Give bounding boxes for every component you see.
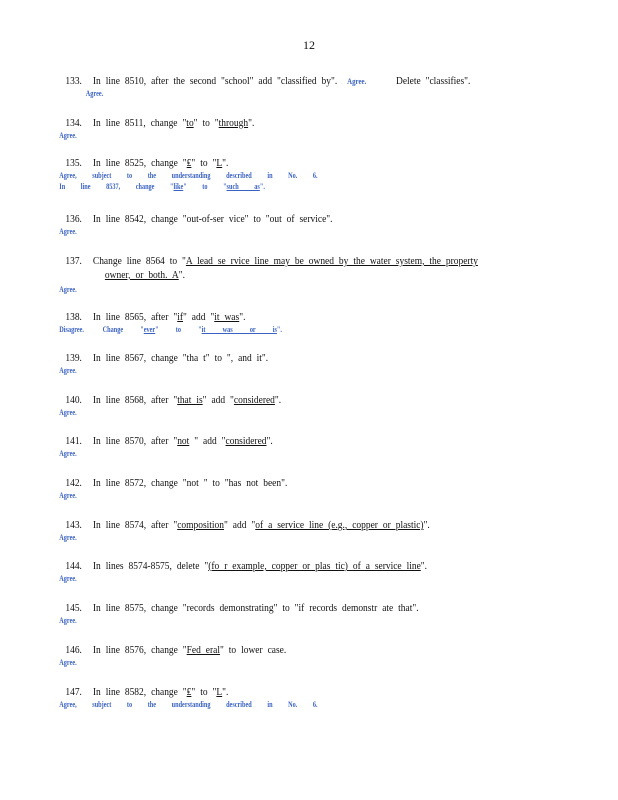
- entry-text-part: ".: [178, 269, 185, 281]
- entry-text: [93, 518, 430, 532]
- inserted-text: that is: [177, 394, 203, 406]
- inserted-text: considered: [233, 394, 275, 406]
- comment-entry-142: [0, 476, 618, 501]
- response-note: Agree.: [59, 285, 77, 294]
- inserted-text: such as: [226, 182, 260, 191]
- entry-text-part: In lines 8574-8575, delete ": [92, 560, 209, 572]
- inserted-text: L: [216, 686, 223, 698]
- entry-text: [93, 559, 427, 573]
- entry-text-part: In line 8568, after ": [92, 394, 178, 406]
- inserted-text: L: [216, 157, 223, 169]
- entry-text: In line 8575, change "records demonstrating" to "if records demonstr ate that".: [92, 602, 419, 614]
- inserted-text: Fed eral: [186, 644, 220, 656]
- inserted-text: it was or is: [201, 325, 277, 334]
- entry-text: [93, 310, 246, 324]
- entry-text-part: Change line 8564 to ": [92, 255, 186, 267]
- comment-entry-138: [0, 310, 618, 335]
- entry-text-part: In line 8525, change ": [92, 157, 187, 169]
- inserted-text: ₤: [186, 686, 192, 698]
- response-note: Agree.: [85, 89, 104, 98]
- entry-number: 146.: [65, 644, 82, 656]
- response-note: Agree.: [59, 227, 77, 236]
- response-note: Agree.: [59, 408, 77, 417]
- inserted-text: to: [186, 117, 194, 129]
- entry-text: [93, 116, 254, 130]
- response-note: Agree.: [59, 491, 77, 500]
- entry-number: 147.: [65, 686, 82, 698]
- entry-number: 136.: [65, 213, 82, 225]
- response-note: Agree.: [59, 131, 77, 140]
- comment-entry-145: [0, 601, 618, 626]
- response-note-text: Disagree.: [59, 325, 84, 334]
- response-note-inline: Agree.: [347, 77, 367, 86]
- entry-number: 133.: [65, 75, 82, 87]
- comment-entry-135: [0, 156, 618, 192]
- comment-entry-134: [0, 116, 618, 141]
- entry-text-part: ".: [222, 686, 229, 698]
- entry-text-part: ".: [222, 157, 229, 169]
- response-note-text: " to ": [183, 182, 227, 191]
- entry-number: 140.: [65, 394, 82, 406]
- inserted-text: if: [177, 311, 183, 323]
- comment-entry-139: [0, 351, 618, 376]
- entry-text-part: In line 8511, change ": [92, 117, 187, 129]
- response-note: [0, 324, 482, 335]
- entry-text-part: " add ": [202, 394, 234, 406]
- inserted-text: through: [218, 117, 249, 129]
- entry-text-part: " add ": [189, 435, 226, 447]
- response-note: [0, 170, 482, 181]
- inserted-text: considered: [225, 435, 267, 447]
- inserted-text: composition: [177, 519, 224, 531]
- response-note: [0, 699, 482, 710]
- inserted-text: ₤: [186, 157, 192, 169]
- response-note: Agree.: [59, 658, 77, 667]
- entry-text-part: " to lower case.: [219, 644, 287, 656]
- page-number: 12: [303, 38, 315, 52]
- inserted-text: it was: [214, 311, 240, 323]
- entry-text-part: " to ": [191, 686, 217, 698]
- response-note-text: In line 8537, change ": [59, 182, 174, 191]
- inserted-text: A lead se rvice line may be owned by the water system, the property: [185, 255, 478, 267]
- response-note: Agree.: [59, 449, 77, 458]
- inserted-text: ever: [143, 325, 156, 334]
- entry-text-part: ".: [420, 560, 428, 572]
- comment-entry-147: [0, 685, 618, 710]
- entry-text: [93, 393, 281, 407]
- entry-text: In line 8567, change "tha t" to ", and it".: [92, 352, 269, 364]
- entry-number: 145.: [65, 602, 82, 614]
- entry-text-part: ".: [423, 519, 430, 531]
- deleted-text: (fo r example, copper or plas tic) of a service line: [208, 560, 421, 572]
- response-note: Agree.: [59, 616, 77, 625]
- response-note-text: Agree, subject to the understanding described in No. 6.: [59, 171, 318, 180]
- comment-entry-140: [0, 393, 618, 418]
- inserted-text: like: [173, 182, 184, 191]
- comment-entry-141: [0, 434, 618, 459]
- entry-text: [93, 434, 273, 448]
- response-note-text: Change ": [102, 325, 144, 334]
- response-note: Agree.: [59, 533, 77, 542]
- entry-text: In line 8542, change "out-of-ser vice" to "out of service".: [92, 213, 333, 225]
- entry-number: 138.: [65, 311, 82, 323]
- entry-number: 134.: [65, 117, 82, 129]
- entry-text-part: Delete "classifies".: [395, 75, 471, 87]
- entry-number: 143.: [65, 519, 82, 531]
- entry-text-part: " to ": [193, 117, 219, 129]
- entry-number: 141.: [65, 435, 82, 447]
- inserted-text: of a service line (e.g., copper or plastic): [255, 519, 424, 531]
- comment-entry-137: [0, 254, 618, 295]
- response-note-text: Agree, subject to the understanding described in No. 6.: [59, 700, 318, 709]
- entry-text-part: ".: [248, 117, 255, 129]
- entry-text: [93, 156, 229, 170]
- comment-entry-146: [0, 643, 618, 668]
- entry-number: 144.: [65, 560, 82, 572]
- entry-text-part: In line 8574, after ": [92, 519, 178, 531]
- entry-text: [93, 643, 286, 657]
- entry-text: [93, 254, 478, 268]
- entry-text-part: " add ": [182, 311, 215, 323]
- response-note-text: " to ": [155, 325, 202, 334]
- response-note-text: ".: [259, 182, 265, 191]
- entry-text-part: ".: [239, 311, 246, 323]
- entry-text-part: " add ": [223, 519, 256, 531]
- comment-entry-136: [0, 212, 618, 237]
- entry-text-part: In line 8510, after the second "school" add "classified by".: [92, 75, 338, 87]
- entry-text-part: In line 8576, change ": [92, 644, 187, 656]
- inserted-text: owner, or both. A: [104, 269, 179, 281]
- entry-text-part: In line 8565, after ": [92, 311, 178, 323]
- entry-text-part: In line 8582, change ": [92, 686, 187, 698]
- entry-number: 135.: [65, 157, 82, 169]
- comment-entry-144: [0, 559, 618, 584]
- comment-entry-133: [0, 74, 618, 99]
- inserted-text: not: [177, 435, 190, 447]
- response-note-text: ".: [276, 325, 282, 334]
- entry-text-part: In line 8570, after ": [92, 435, 178, 447]
- entry-text-part: ".: [266, 435, 273, 447]
- entry-number: 137.: [65, 255, 82, 267]
- entry-text: [93, 685, 229, 699]
- entry-text-part: " to ": [191, 157, 217, 169]
- entry-number: 142.: [65, 477, 82, 489]
- entry-text-part: ".: [274, 394, 282, 406]
- response-note: Agree.: [59, 574, 77, 583]
- entry-text-continued: [105, 268, 185, 282]
- entry-number: 139.: [65, 352, 82, 364]
- entry-text: In line 8572, change "not " to "has not been".: [92, 477, 288, 489]
- response-note: [0, 181, 482, 192]
- entry-text: [93, 74, 471, 88]
- response-note: Agree.: [59, 366, 77, 375]
- comment-entry-143: [0, 518, 618, 543]
